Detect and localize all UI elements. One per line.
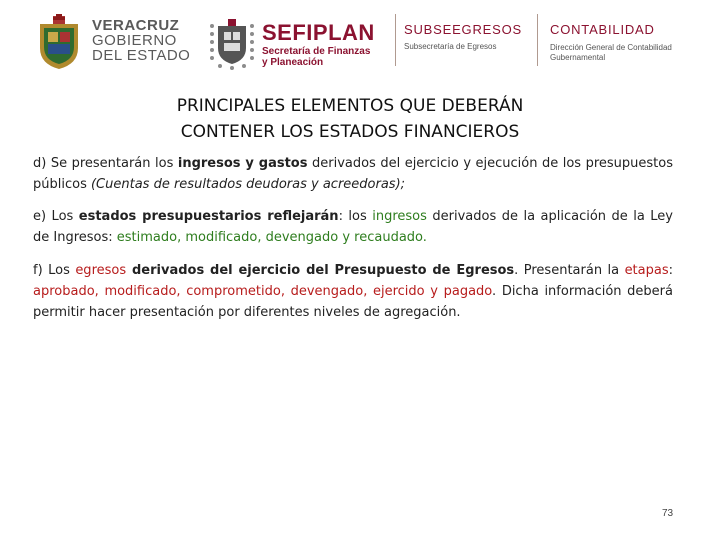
sefiplan-sub1: Secretaría de Finanzas xyxy=(262,46,371,57)
text: : xyxy=(668,263,674,278)
text: derivados del ejercicio y ejecución de los presupuestos públicos xyxy=(33,156,673,192)
contabilidad-subtitle: Dirección General de Contabilidad Gubernamental xyxy=(550,43,672,62)
sefiplan-logo-text xyxy=(262,22,375,68)
veracruz-seal-icon xyxy=(36,14,82,70)
paragraph-e xyxy=(33,206,673,248)
contabilidad-title: CONTABILIDAD xyxy=(550,22,655,37)
text-red: etapas xyxy=(624,263,669,278)
veracruz-line2: GOBIERNO xyxy=(92,32,177,49)
sefiplan-emblem-icon xyxy=(206,16,258,70)
text: : los xyxy=(338,209,373,224)
slide-title xyxy=(100,93,600,145)
header-divider xyxy=(537,14,538,66)
sefiplan-title: SEFIPLAN xyxy=(262,20,375,45)
text-bold: derivados del ejercicio del Presupuesto de Egresos xyxy=(126,263,515,278)
subsecretaria-title: SUBSEEGRESOS xyxy=(404,22,522,37)
text: . Presentarán la xyxy=(514,263,625,278)
text: e) Los xyxy=(33,209,79,224)
veracruz-line3: DEL ESTADO xyxy=(92,47,191,64)
text-italic: (Cuentas de resultados deudoras y acreedoras); xyxy=(90,177,406,192)
title-line2: CONTENER LOS ESTADOS FINANCIEROS xyxy=(180,122,520,142)
text-bold: ingresos y gastos xyxy=(177,156,308,171)
header-bar xyxy=(0,0,720,82)
page-number: 73 xyxy=(662,508,674,519)
text-green: ingresos xyxy=(372,209,427,224)
text: d) Se presentarán los xyxy=(33,156,178,171)
header-divider xyxy=(395,14,396,66)
veracruz-line1: VERACRUZ xyxy=(92,17,180,34)
text-red: aprobado, modificado, comprometido, devengado, ejercido y pagado xyxy=(33,284,493,299)
sefiplan-sub2: y Planeación xyxy=(262,57,324,68)
text: f) Los xyxy=(33,263,76,278)
subsecretaria-subtitle: Subsecretaría de Egresos xyxy=(404,42,497,51)
paragraph-f xyxy=(33,260,673,323)
text-green: estimado, modificado, devengado y recaudado. xyxy=(116,230,427,245)
paragraph-d xyxy=(33,153,673,195)
text: derivados de la aplicación de la Ley de Ingresos: xyxy=(33,209,674,245)
title-line1: PRINCIPALES ELEMENTOS QUE DEBERÁN xyxy=(176,96,524,116)
text: . Dicha información deberá permitir hacer presentación por diferentes niveles de agregación. xyxy=(33,284,673,320)
text-bold: estados presupuestarios reflejarán xyxy=(78,209,339,224)
veracruz-logo-text xyxy=(92,18,190,63)
text-red: egresos xyxy=(75,263,127,278)
